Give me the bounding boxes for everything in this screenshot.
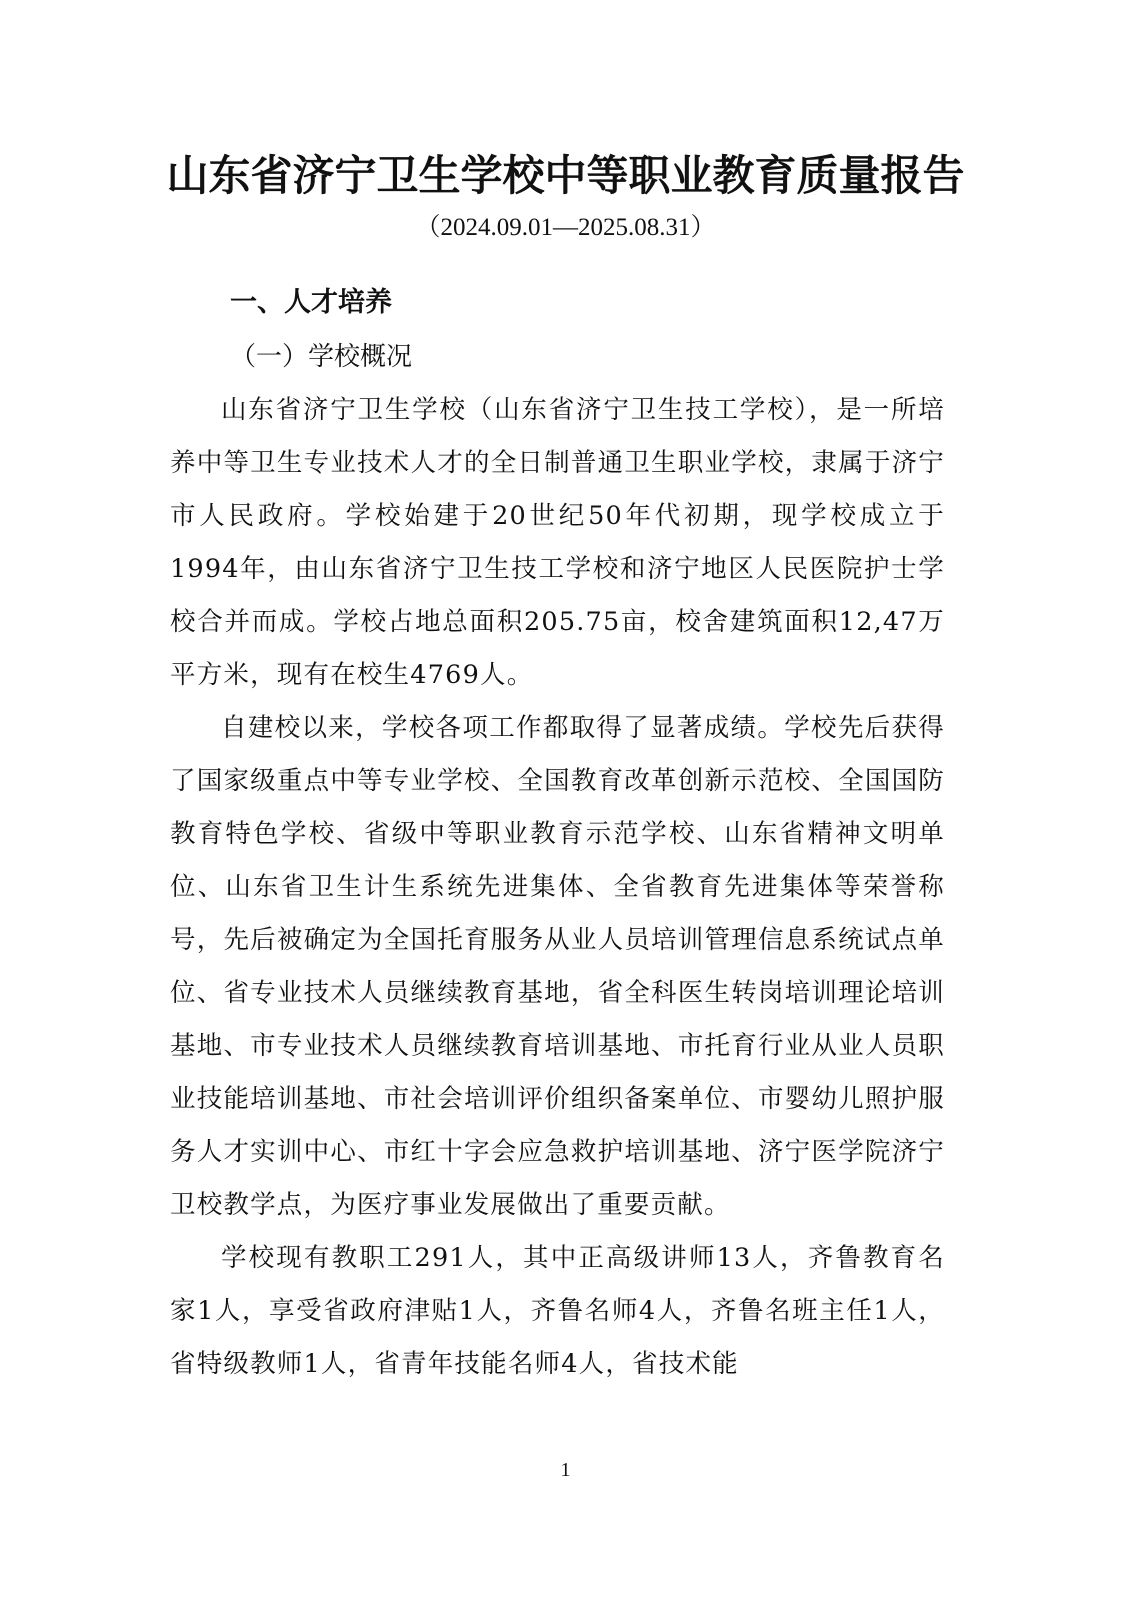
report-period: （2024.09.01—2025.08.31） bbox=[415, 214, 716, 241]
page-number: 1 bbox=[560, 1459, 571, 1481]
document-title: 山东省济宁卫生学校中等职业教育质量报告 bbox=[166, 151, 965, 200]
paragraph-staff: 学校现有教职工291人，其中正高级讲师13人，齐鲁教育名家1人，享受省政府津贴1人，齐鲁名师4人，齐鲁名班主任1人，省特级教师1人，省青年技能名师4人，省技术能 bbox=[170, 1243, 945, 1379]
paragraph-school-overview: 山东省济宁卫生学校（山东省济宁卫生技工学校），是一所培养中等卫生专业技术人才的全日制普通卫生职业学校，隶属于济宁市人民政府。学校始建于20世纪50年代初期，现学校成立于1994年，由山东省济宁卫生技工学校和济宁地区人民医院护士学校合并而成。学校占地总面积205.75亩，校舍建筑面积12,47万平方米，现有在校生4769人。 bbox=[170, 395, 945, 690]
subsection-heading: （一）学校概况 bbox=[230, 342, 413, 372]
document-body bbox=[170, 384, 945, 1391]
paragraph-achievements: 自建校以来，学校各项工作都取得了显著成绩。学校先后获得了国家级重点中等专业学校、全国教育改革创新示范校、全国国防教育特色学校、省级中等职业教育示范学校、山东省精神文明单位、山东省卫生计生系统先进集体、全省教育先进集体等荣誉称号，先后被确定为全国托育服务从业人员培训管理信息系统试点单位、省专业技术人员继续教育基地，省全科医生转岗培训理论培训基地、市专业技术人员继续教育培训基地、市托育行业从业人员职业技能培训基地、市社会培训评价组织备案单位、市婴幼儿照护服务人才实训中心、市红十字会应急救护培训基地、济宁医学院济宁卫校教学点，为医疗事业发展做出了重要贡献。 bbox=[170, 713, 945, 1220]
section-heading: 一、人才培养 bbox=[230, 287, 392, 318]
